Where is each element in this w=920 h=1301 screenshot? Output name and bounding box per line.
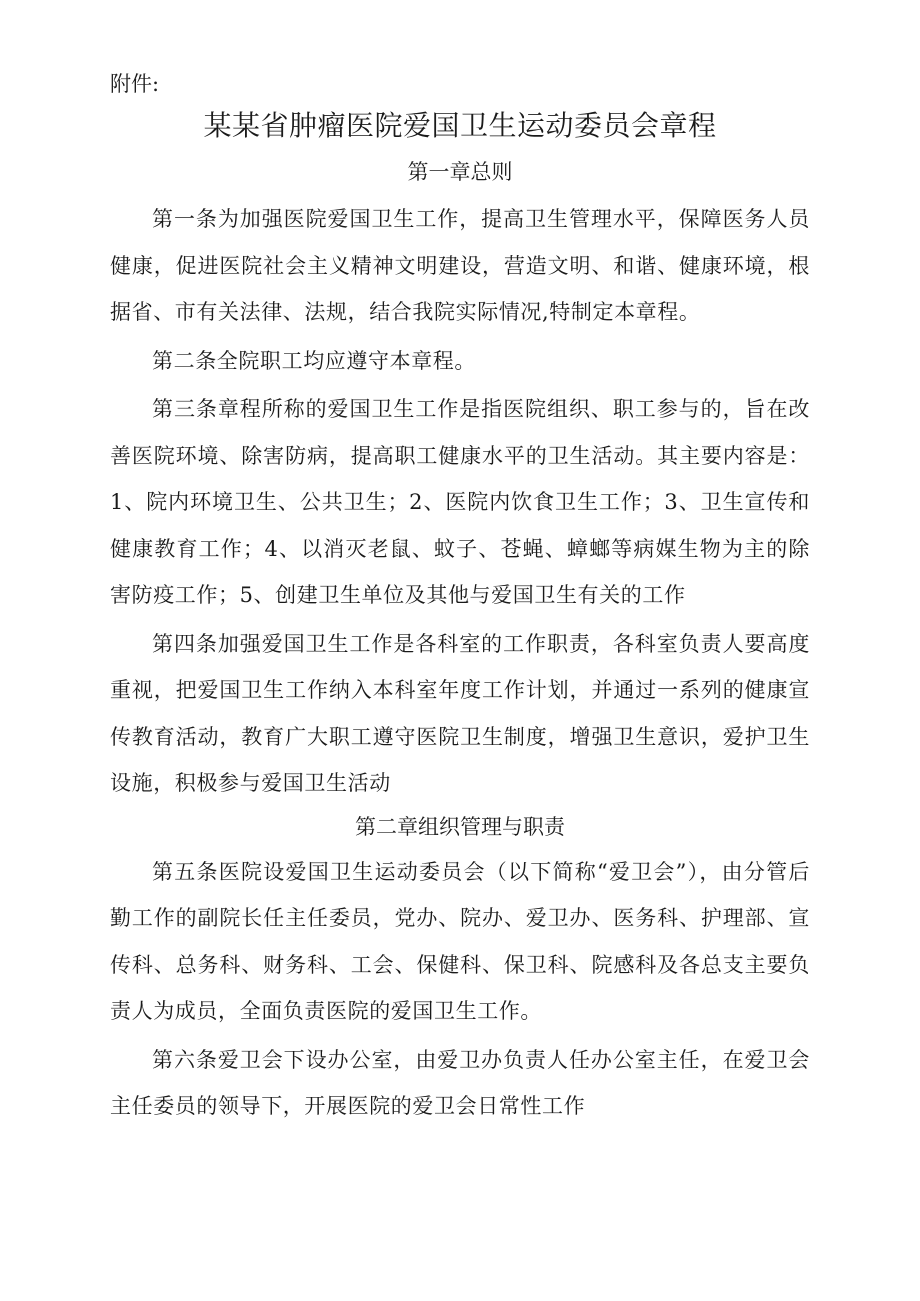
- document-title: 某某省肿瘤医院爱国卫生运动委员会章程: [203, 109, 717, 142]
- attachment-label: 附件:: [110, 72, 160, 96]
- chapter-2-heading: 第二章组织管理与职责: [355, 814, 565, 839]
- article-4: 第四条加强爱国卫生工作是各科室的工作职责，各科室负责人要高度重视，把爱国卫生工作纳入本科室年度工作计划，并通过一系列的健康宣传教育活动，教育广大职工遵守医院卫生制度，增强卫生意识，爱护卫生设施，积极参与爱国卫生活动: [110, 631, 810, 795]
- article-2: 第二条全院职工均应遵守本章程。: [152, 348, 476, 373]
- article-1: 第一条为加强医院爱国卫生工作，提高卫生管理水平，保障医务人员健康，促进医院社会主义精神文明建设，营造文明、和谐、健康环境，根据省、市有关法律、法规，结合我院实际情况,特制定本章程。: [110, 207, 810, 324]
- article-6: 第六条爱卫会下设办公室，由爱卫办负责人任办公室主任，在爱卫会主任委员的领导下，开展医院的爱卫会日常性工作: [110, 1047, 810, 1118]
- article-3: 第三条章程所称的爱国卫生工作是指医院组织、职工参与的，旨在改善医院环境、除害防病，提高职工健康水平的卫生活动。其主要内容是：1、院内环境卫生、公共卫生；2、医院内饮食卫生工作；3、卫生宣传和健康教育工作；4、以消灭老鼠、蚊子、苍蝇、蟑螂等病媒生物为主的除害防疫工作；5、创建卫生单位及其他与爱国卫生有关的工作: [110, 397, 810, 607]
- chapter-1-heading: 第一章总则: [407, 160, 513, 184]
- article-5: 第五条医院设爱国卫生运动委员会（以下简称“爱卫会”），由分管后勤工作的副院长任主任委员，党办、院办、爱卫办、医务科、护理部、宣传科、总务科、财务科、工会、保健科、保卫科、院感科及各总支主要负责人为成员，全面负责医院的爱国卫生工作。: [110, 859, 810, 1023]
